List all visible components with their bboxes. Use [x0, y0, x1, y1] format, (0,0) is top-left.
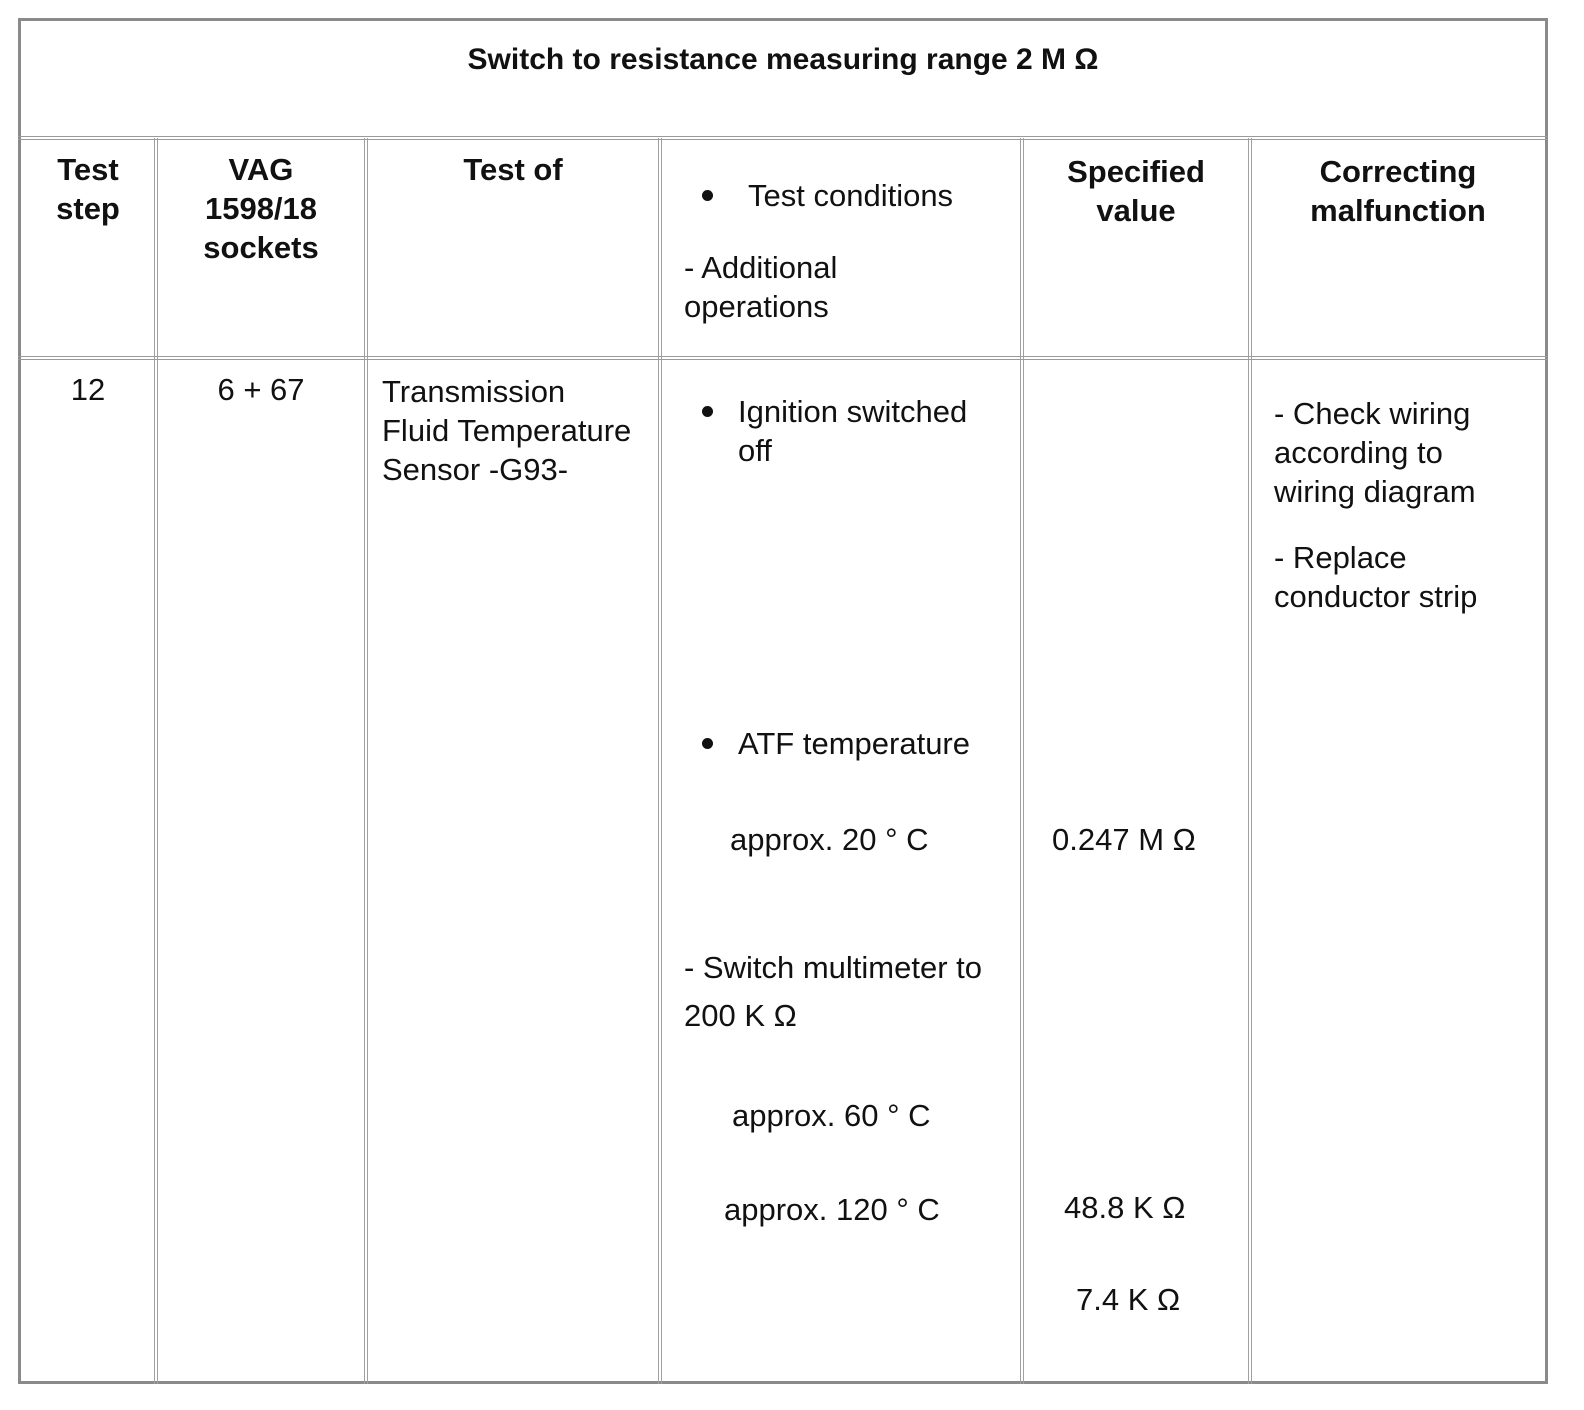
- bullet-icon: [702, 406, 713, 417]
- column-divider-3: [658, 138, 662, 1384]
- table-title: Switch to resistance measuring range 2 M Ω: [467, 43, 1099, 76]
- header-test-of: Test of: [463, 152, 563, 187]
- header-divider: [18, 356, 1548, 360]
- bullet-icon: [702, 738, 713, 749]
- column-divider-5: [1248, 138, 1252, 1384]
- column-divider-4: [1020, 138, 1024, 1384]
- cell-test-step: 12: [70, 372, 106, 407]
- column-divider-2: [364, 138, 368, 1384]
- bullet-icon: [702, 190, 713, 201]
- title-divider: [18, 136, 1548, 140]
- column-divider-1: [154, 138, 158, 1384]
- cell-sockets: 6 + 67: [217, 372, 305, 407]
